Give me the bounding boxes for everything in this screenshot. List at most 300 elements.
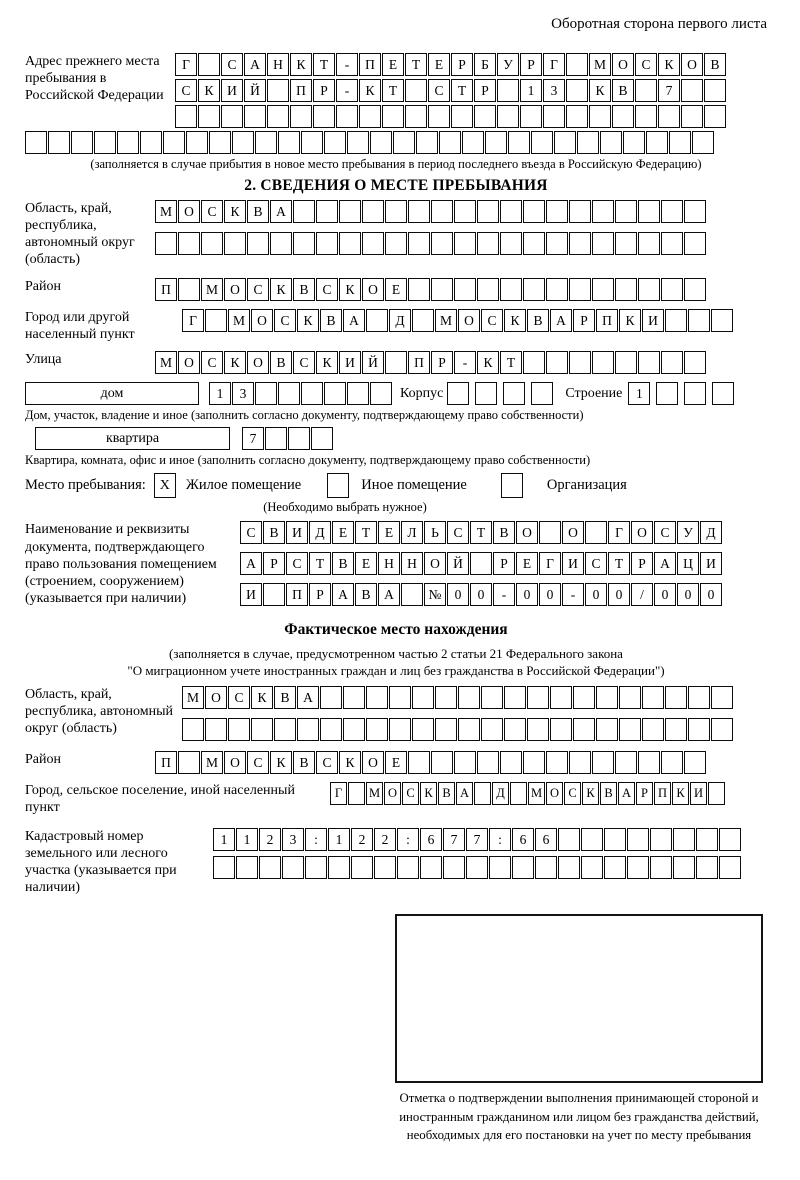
char-cell: Д <box>700 521 722 544</box>
char-cell <box>474 782 491 805</box>
char-cell <box>316 232 338 255</box>
char-cell <box>451 105 473 128</box>
char-cell: П <box>408 351 430 374</box>
char-cell: О <box>178 351 200 374</box>
char-cell: Т <box>309 552 331 575</box>
char-cell <box>366 686 388 709</box>
char-cell: В <box>247 200 269 223</box>
char-cell <box>267 79 289 102</box>
char-cell: С <box>564 782 581 805</box>
char-cell <box>416 131 438 154</box>
char-cell <box>288 427 310 450</box>
char-cell <box>366 718 388 741</box>
char-cell: М <box>201 278 223 301</box>
char-cell <box>658 105 680 128</box>
char-cell: О <box>612 53 634 76</box>
gorod-1-row <box>182 309 733 343</box>
field-prev-address <box>25 53 767 128</box>
rayon-1-row <box>155 278 706 301</box>
char-cell: К <box>270 278 292 301</box>
char-cell <box>305 856 327 879</box>
char-cell: О <box>178 200 200 223</box>
char-cell <box>681 79 703 102</box>
field-doc <box>25 521 767 606</box>
char-cell <box>711 718 733 741</box>
char-cell <box>504 686 526 709</box>
prev-address-row-4 <box>25 131 767 154</box>
char-cell <box>592 278 614 301</box>
stroenie-cells <box>628 382 734 405</box>
dom-cells <box>209 382 392 405</box>
char-cell: 0 <box>447 583 469 606</box>
char-cell <box>696 856 718 879</box>
char-cell <box>385 200 407 223</box>
char-cell: Г <box>543 53 565 76</box>
char-cell: П <box>155 278 177 301</box>
ulitsa-label: Улица <box>25 352 62 368</box>
char-cell <box>527 686 549 709</box>
char-cell <box>244 105 266 128</box>
char-cell <box>712 382 734 405</box>
char-cell: 0 <box>654 583 676 606</box>
char-cell: И <box>642 309 664 332</box>
char-cell <box>263 583 285 606</box>
char-cell <box>175 105 197 128</box>
char-cell <box>324 131 346 154</box>
char-cell <box>370 382 392 405</box>
char-cell: С <box>201 351 223 374</box>
prev-address-note: (заполняется в случае прибытия в новое место пребывания в период последнего въезда в Российскую Федерацию) <box>90 157 702 171</box>
char-cell: А <box>240 552 262 575</box>
char-cell <box>71 131 93 154</box>
char-cell <box>477 232 499 255</box>
char-cell: М <box>155 200 177 223</box>
char-cell: С <box>293 351 315 374</box>
char-cell <box>638 232 660 255</box>
char-cell <box>650 856 672 879</box>
gorod-2-row <box>330 782 725 816</box>
char-cell <box>638 751 660 774</box>
char-cell <box>546 232 568 255</box>
char-cell: К <box>251 686 273 709</box>
char-cell <box>348 782 365 805</box>
char-cell <box>585 521 607 544</box>
char-cell: Н <box>267 53 289 76</box>
char-cell: С <box>481 309 503 332</box>
char-cell <box>497 79 519 102</box>
char-cell: - <box>562 583 584 606</box>
char-cell <box>182 718 204 741</box>
char-cell: П <box>290 79 312 102</box>
char-cell <box>443 856 465 879</box>
char-cell: К <box>619 309 641 332</box>
char-cell: В <box>612 79 634 102</box>
char-cell: Т <box>608 552 630 575</box>
char-cell <box>704 105 726 128</box>
fact-note-1: (заполняется в случае, предусмотренном частью 2 статьи 21 Федерального закона <box>169 645 623 661</box>
char-cell <box>481 686 503 709</box>
char-cell <box>224 232 246 255</box>
char-cell <box>209 131 231 154</box>
gorod-2-label: Город, сельское поселение, иной населенный пункт <box>25 782 295 816</box>
char-cell: 7 <box>443 828 465 851</box>
char-cell: 0 <box>700 583 722 606</box>
field-rayon-2 <box>25 751 767 774</box>
char-cell <box>569 200 591 223</box>
doc-row-2 <box>240 552 722 575</box>
stamp-area <box>395 914 763 1083</box>
char-cell: 3 <box>543 79 565 102</box>
char-cell <box>255 382 277 405</box>
char-cell <box>550 718 572 741</box>
char-cell: А <box>550 309 572 332</box>
char-cell: Й <box>362 351 384 374</box>
char-cell: Л <box>401 521 423 544</box>
char-cell: Е <box>385 751 407 774</box>
dom-caption: Дом, участок, владение и иное (заполнить согласно документу, подтверждающему право собственности) <box>25 408 584 423</box>
char-cell: В <box>293 751 315 774</box>
kadastr-row-2 <box>213 856 741 879</box>
char-cell <box>278 131 300 154</box>
char-cell <box>523 200 545 223</box>
char-cell <box>328 856 350 879</box>
char-cell: Т <box>382 79 404 102</box>
char-cell <box>313 105 335 128</box>
char-cell <box>374 856 396 879</box>
char-cell <box>688 686 710 709</box>
char-cell: Д <box>389 309 411 332</box>
char-cell <box>500 751 522 774</box>
char-cell <box>692 131 714 154</box>
char-cell <box>696 828 718 851</box>
mesto-prebyvaniya-row <box>25 473 767 498</box>
char-cell: 0 <box>585 583 607 606</box>
char-cell <box>389 686 411 709</box>
char-cell: О <box>546 782 563 805</box>
char-cell: Й <box>447 552 469 575</box>
char-cell: К <box>339 751 361 774</box>
char-cell: : <box>305 828 327 851</box>
dom-row <box>25 382 767 406</box>
char-cell <box>500 278 522 301</box>
char-cell <box>523 232 545 255</box>
char-cell: В <box>493 521 515 544</box>
char-cell <box>336 105 358 128</box>
char-cell <box>408 751 430 774</box>
char-cell <box>431 751 453 774</box>
char-cell <box>673 856 695 879</box>
char-cell: Г <box>175 53 197 76</box>
char-cell: А <box>332 583 354 606</box>
char-cell: П <box>286 583 308 606</box>
char-cell <box>228 718 250 741</box>
char-cell: Н <box>378 552 400 575</box>
char-cell <box>366 309 388 332</box>
char-cell <box>470 552 492 575</box>
char-cell: К <box>420 782 437 805</box>
char-cell: Г <box>539 552 561 575</box>
char-cell <box>650 828 672 851</box>
char-cell <box>293 232 315 255</box>
char-cell: Р <box>309 583 331 606</box>
char-cell <box>592 232 614 255</box>
char-cell: С <box>247 751 269 774</box>
char-cell: С <box>247 278 269 301</box>
char-cell <box>523 278 545 301</box>
char-cell <box>543 105 565 128</box>
section2-title: 2. СВЕДЕНИЯ О МЕСТЕ ПРЕБЫВАНИЯ <box>244 177 548 194</box>
char-cell <box>566 53 588 76</box>
char-cell <box>320 686 342 709</box>
char-cell: 0 <box>470 583 492 606</box>
char-cell: 0 <box>608 583 630 606</box>
fact-note-2: "О миграционном учете иностранных граждан и лиц без гражданства в Российской Федерации") <box>127 663 665 679</box>
char-cell: К <box>339 278 361 301</box>
char-cell <box>642 718 664 741</box>
char-cell: С <box>274 309 296 332</box>
char-cell <box>569 751 591 774</box>
char-cell: П <box>155 751 177 774</box>
char-cell: М <box>228 309 250 332</box>
char-cell <box>178 751 200 774</box>
char-cell: К <box>582 782 599 805</box>
char-cell <box>665 309 687 332</box>
char-cell <box>581 856 603 879</box>
char-cell <box>669 131 691 154</box>
char-cell: : <box>397 828 419 851</box>
char-cell: М <box>528 782 545 805</box>
char-cell: В <box>332 552 354 575</box>
char-cell <box>627 856 649 879</box>
char-cell <box>481 718 503 741</box>
char-cell <box>539 521 561 544</box>
char-cell <box>684 751 706 774</box>
char-cell: О <box>516 521 538 544</box>
char-cell <box>25 131 47 154</box>
prev-address-label: Адрес прежнего места пребывания в Российской Федерации <box>25 54 164 104</box>
char-cell <box>688 718 710 741</box>
char-cell <box>213 856 235 879</box>
oblast-1-label: Область, край, республика, автономный округ (область) <box>25 201 135 268</box>
char-cell <box>347 131 369 154</box>
char-cell <box>351 856 373 879</box>
field-kadastr <box>25 828 767 896</box>
char-cell <box>428 105 450 128</box>
char-cell: О <box>247 351 269 374</box>
char-cell <box>600 131 622 154</box>
char-cell <box>531 382 553 405</box>
char-cell: К <box>198 79 220 102</box>
char-cell <box>573 718 595 741</box>
kvartira-box-label: квартира <box>35 427 230 450</box>
char-cell <box>311 427 333 450</box>
checkbox-zhiloe: X <box>154 473 176 498</box>
kvartira-caption: Квартира, комната, офис и иное (заполнить согласно документу, подтверждающему право собственности) <box>25 453 591 468</box>
char-cell <box>615 278 637 301</box>
char-cell <box>339 200 361 223</box>
char-cell: 2 <box>374 828 396 851</box>
char-cell <box>604 856 626 879</box>
korpus-label: Корпус <box>400 386 444 402</box>
char-cell <box>546 278 568 301</box>
char-cell: С <box>228 686 250 709</box>
doc-row-1 <box>240 521 722 544</box>
kvartira-row <box>35 427 767 450</box>
char-cell <box>665 686 687 709</box>
char-cell: А <box>270 200 292 223</box>
char-cell <box>454 751 476 774</box>
char-cell: 6 <box>420 828 442 851</box>
char-cell: Т <box>451 79 473 102</box>
char-cell: К <box>224 200 246 223</box>
char-cell: Б <box>474 53 496 76</box>
char-cell <box>362 200 384 223</box>
char-cell <box>405 105 427 128</box>
char-cell: А <box>378 583 400 606</box>
char-cell: Р <box>431 351 453 374</box>
stamp-caption: Отметка о подтверждении выполнения принимающей стороной и иностранным гражданином или лицом без гражданства действий, необходимых для его постановки на учет по месту пребывания <box>399 1091 759 1142</box>
char-cell <box>638 278 660 301</box>
char-cell: Е <box>516 552 538 575</box>
char-cell <box>684 232 706 255</box>
char-cell <box>596 686 618 709</box>
char-cell <box>385 232 407 255</box>
char-cell <box>615 351 637 374</box>
char-cell: Г <box>182 309 204 332</box>
char-cell: К <box>316 351 338 374</box>
oblast-1-row-1 <box>155 200 706 223</box>
char-cell: М <box>366 782 383 805</box>
char-cell <box>638 200 660 223</box>
char-cell: О <box>251 309 273 332</box>
char-cell <box>247 232 269 255</box>
char-cell <box>370 131 392 154</box>
char-cell <box>510 782 527 805</box>
char-cell <box>500 200 522 223</box>
char-cell: Т <box>355 521 377 544</box>
field-oblast-2 <box>25 686 767 741</box>
char-cell <box>205 309 227 332</box>
char-cell <box>592 751 614 774</box>
char-cell: С <box>175 79 197 102</box>
char-cell <box>267 105 289 128</box>
char-cell: 2 <box>259 828 281 851</box>
char-cell <box>546 751 568 774</box>
mesto-note: (Необходимо выбрать нужное) <box>263 500 427 515</box>
char-cell <box>339 232 361 255</box>
char-cell <box>531 131 553 154</box>
kadastr-row-1 <box>213 828 741 851</box>
char-cell <box>435 718 457 741</box>
dom-box-label: дом <box>25 382 199 405</box>
char-cell: А <box>244 53 266 76</box>
char-cell <box>117 131 139 154</box>
char-cell: У <box>497 53 519 76</box>
char-cell: Р <box>451 53 473 76</box>
char-cell: В <box>320 309 342 332</box>
char-cell: 0 <box>539 583 561 606</box>
char-cell: О <box>681 53 703 76</box>
char-cell: С <box>428 79 450 102</box>
char-cell: Т <box>405 53 427 76</box>
char-cell <box>711 686 733 709</box>
char-cell: В <box>355 583 377 606</box>
char-cell: К <box>359 79 381 102</box>
char-cell <box>684 382 706 405</box>
char-cell <box>265 427 287 450</box>
char-cell <box>343 718 365 741</box>
char-cell <box>577 131 599 154</box>
char-cell <box>719 828 741 851</box>
char-cell <box>661 232 683 255</box>
char-cell: С <box>201 200 223 223</box>
char-cell <box>290 105 312 128</box>
char-cell <box>462 131 484 154</box>
char-cell: Г <box>608 521 630 544</box>
char-cell <box>198 53 220 76</box>
char-cell: О <box>458 309 480 332</box>
field-gorod-1 <box>25 309 767 343</box>
char-cell: 1 <box>209 382 231 405</box>
char-cell <box>661 200 683 223</box>
char-cell: - <box>336 53 358 76</box>
char-cell <box>550 686 572 709</box>
char-cell <box>320 718 342 741</box>
char-cell: И <box>240 583 262 606</box>
doc-row-3 <box>240 583 722 606</box>
char-cell <box>198 105 220 128</box>
char-cell <box>635 105 657 128</box>
prev-address-row-3 <box>175 105 726 128</box>
char-cell: И <box>221 79 243 102</box>
char-cell: / <box>631 583 653 606</box>
char-cell <box>566 79 588 102</box>
char-cell <box>592 200 614 223</box>
char-cell <box>431 278 453 301</box>
char-cell <box>684 200 706 223</box>
char-cell: Р <box>313 79 335 102</box>
char-cell <box>477 200 499 223</box>
char-cell <box>236 856 258 879</box>
char-cell <box>301 382 323 405</box>
char-cell: К <box>658 53 680 76</box>
char-cell: В <box>293 278 315 301</box>
char-cell <box>661 751 683 774</box>
char-cell <box>201 232 223 255</box>
kadastr-label: Кадастровый номер земельного или лесного участка (указывается при наличии) <box>25 829 177 896</box>
oblast-2-row-1 <box>182 686 733 709</box>
char-cell <box>711 309 733 332</box>
char-cell: О <box>205 686 227 709</box>
char-cell: - <box>493 583 515 606</box>
char-cell: С <box>286 552 308 575</box>
char-cell: - <box>336 79 358 102</box>
char-cell <box>466 856 488 879</box>
char-cell: О <box>224 751 246 774</box>
field-gorod-2 <box>25 782 767 816</box>
char-cell <box>638 351 660 374</box>
char-cell: П <box>359 53 381 76</box>
gorod-1-label: Город или другой населенный пункт <box>25 310 135 343</box>
char-cell: 7 <box>466 828 488 851</box>
char-cell <box>359 105 381 128</box>
char-cell: С <box>240 521 262 544</box>
char-cell <box>278 382 300 405</box>
char-cell <box>475 382 497 405</box>
char-cell <box>573 686 595 709</box>
char-cell: У <box>677 521 699 544</box>
prev-address-row-2 <box>175 79 726 102</box>
